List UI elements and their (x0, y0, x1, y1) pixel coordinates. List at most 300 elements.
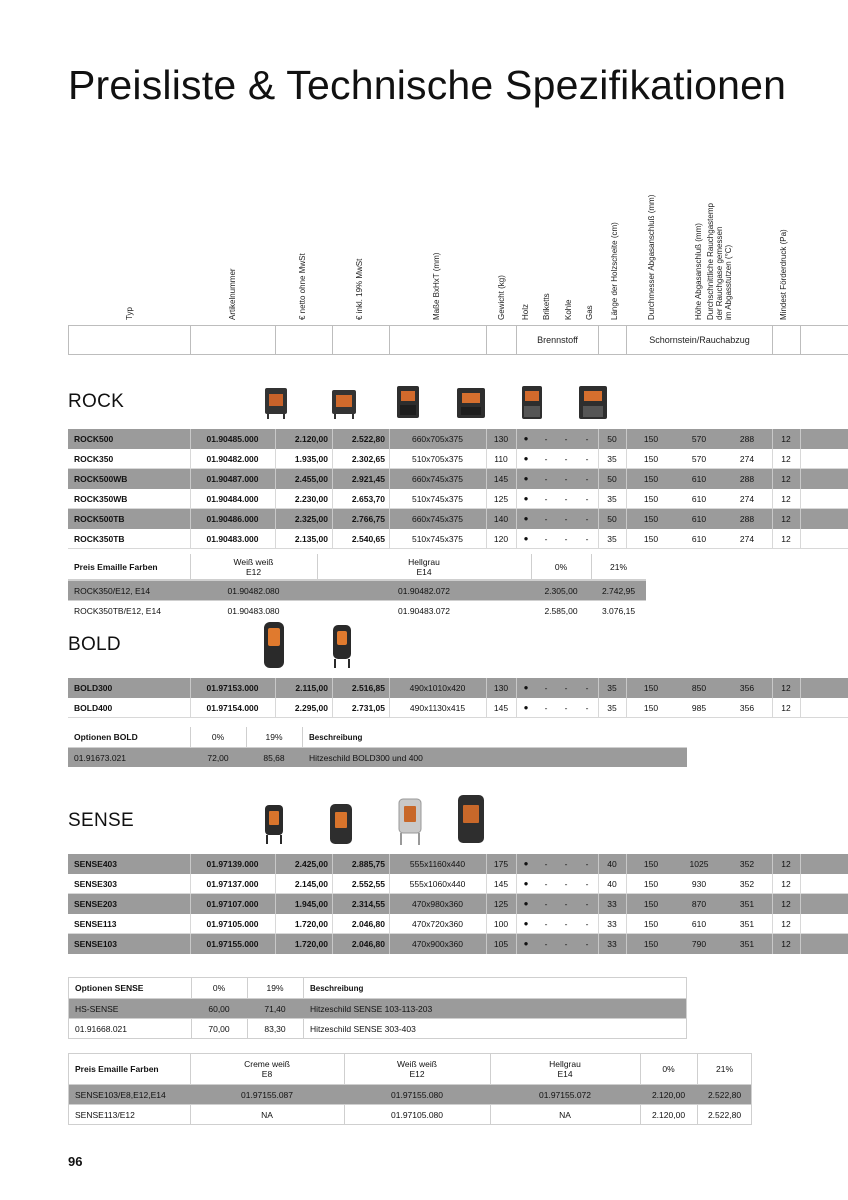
cell-holz: ● (523, 919, 529, 928)
cell-kg: 130 (493, 683, 509, 693)
optionen-price19: 71,40 (264, 1003, 286, 1014)
emaille-b: 01.90482.072 (398, 585, 450, 596)
cell-p: 12 (781, 879, 791, 889)
cell-art: 01.90487.000 (206, 474, 259, 484)
cell-l: 40 (607, 859, 617, 869)
cell-b: - (544, 494, 548, 504)
emaille-col1: Creme weiß (244, 1059, 290, 1069)
cell-d: 150 (643, 474, 659, 484)
cell-b: - (544, 879, 548, 889)
cell-inkl: 2.540,65 (351, 534, 385, 544)
cell-l: 33 (607, 899, 617, 909)
cell-holz: ● (523, 494, 529, 503)
cell-masse: 470x980x360 (411, 899, 464, 909)
optionen-price19: 83,30 (264, 1023, 286, 1034)
header-cell (598, 325, 626, 355)
cell-l: 35 (607, 494, 617, 504)
cell-h: 570 (691, 434, 707, 444)
cell-g: - (585, 879, 589, 889)
cell-kg: 120 (493, 534, 509, 544)
column-divider (800, 698, 801, 718)
cell-g: - (585, 859, 589, 869)
cell-g: - (585, 899, 589, 909)
header-cell (486, 325, 516, 355)
cell-holz: ● (523, 899, 529, 908)
cell-g: - (585, 703, 589, 713)
cell-typ: ROCK500WB (74, 474, 128, 484)
optionen-price19: 85,68 (263, 752, 285, 763)
cell-masse: 510x745x375 (411, 534, 464, 544)
emaille-col2b: E14 (416, 566, 432, 577)
cell-h: 1025 (689, 859, 709, 869)
cell-kg: 145 (493, 703, 509, 713)
cell-inkl: 2.731,05 (351, 703, 385, 713)
cell-masse: 470x720x360 (411, 919, 464, 929)
cell-typ: BOLD400 (74, 703, 113, 713)
section-title-sense: SENSE (68, 810, 134, 831)
emaille-a: 01.97155.087 (241, 1089, 293, 1100)
cell-netto: 2.325,00 (294, 514, 328, 524)
emaille-price0: 2.305,00 (544, 585, 578, 596)
cell-netto: 2.455,00 (294, 474, 328, 484)
rock-emaille-header (68, 554, 646, 580)
cell-l: 35 (607, 534, 617, 544)
emaille-col2b: E12 (409, 1069, 425, 1079)
cell-t: 356 (739, 703, 755, 713)
emaille-b: 01.97105.080 (391, 1109, 443, 1120)
cell-k: - (564, 859, 568, 869)
cell-l: 33 (607, 939, 617, 949)
cell-b: - (544, 683, 548, 693)
optionen-p0: 0% (211, 732, 225, 742)
emaille-price21: 2.522,80 (707, 1089, 742, 1100)
cell-d: 150 (643, 879, 659, 889)
cell-art: 01.97154.000 (206, 703, 259, 713)
cell-art: 01.97139.000 (206, 859, 259, 869)
emaille-col2: Weiß weiß (397, 1059, 437, 1069)
cell-masse: 470x900x360 (411, 939, 464, 949)
sense-optionen-header (69, 978, 686, 998)
optionen-beschreibung: Beschreibung (310, 983, 364, 993)
cell-inkl: 2.921,45 (351, 474, 385, 484)
cell-kg: 110 (494, 454, 508, 464)
cell-p: 12 (781, 939, 791, 949)
cell-k: - (564, 494, 568, 504)
cell-h: 610 (691, 494, 707, 504)
cell-art: 01.97137.000 (206, 879, 259, 889)
cell-masse: 555x1060x440 (409, 879, 466, 889)
cell-d: 150 (643, 434, 659, 444)
table-row (68, 698, 848, 718)
emaille-price0: 2.120,00 (651, 1089, 686, 1100)
cell-b: - (544, 434, 548, 444)
table-row (68, 934, 848, 954)
cell-h: 610 (691, 534, 707, 544)
cell-netto: 1.720,00 (294, 939, 328, 949)
cell-t: 288 (739, 514, 755, 524)
stove-image-rock350wb (456, 387, 486, 419)
cell-b: - (544, 899, 548, 909)
page-title: Preisliste & Technische Spezifikationen (68, 62, 787, 108)
column-divider (800, 894, 801, 914)
cell-p: 12 (781, 859, 791, 869)
cell-p: 12 (781, 514, 791, 524)
header-cell (275, 325, 332, 355)
stove-image-sense303 (328, 802, 354, 846)
cell-g: - (585, 919, 589, 929)
column-divider (800, 914, 801, 934)
column-divider (800, 529, 801, 549)
cell-d: 150 (643, 703, 659, 713)
header-cell (772, 325, 800, 355)
stove-image-sense403 (262, 803, 286, 845)
table-row (68, 854, 848, 874)
sense-emaille-header (69, 1054, 751, 1084)
cell-holz: ● (523, 434, 529, 443)
cell-l: 50 (607, 514, 617, 524)
optionen-head: Optionen SENSE (75, 983, 144, 993)
cell-d: 150 (643, 494, 659, 504)
stove-image-rock500 (262, 386, 290, 420)
cell-d: 150 (643, 514, 659, 524)
cell-d: 150 (643, 454, 659, 464)
optionen-p19: 19% (266, 983, 284, 993)
cell-inkl: 2.046,80 (351, 919, 385, 929)
cell-art: 01.97153.000 (206, 683, 259, 693)
stove-image-bold400 (330, 623, 354, 669)
cell-h: 850 (691, 683, 707, 693)
emaille-col3: Hellgrau (549, 1059, 581, 1069)
cell-h: 985 (691, 703, 707, 713)
cell-k: - (564, 939, 568, 949)
column-divider (800, 429, 801, 449)
cell-typ: ROCK500 (74, 434, 114, 444)
header-brennstoff: Brennstoff (516, 325, 598, 355)
stove-image-rock500wb (395, 385, 421, 419)
cell-kg: 175 (493, 859, 509, 869)
cell-d: 150 (643, 683, 659, 693)
header-cell (800, 325, 848, 355)
emaille-head: Preis Emaille Farben (74, 561, 158, 572)
cell-h: 790 (691, 939, 707, 949)
cell-d: 150 (643, 899, 659, 909)
cell-l: 50 (607, 474, 617, 484)
cell-holz: ● (523, 514, 529, 523)
cell-art: 01.97107.000 (206, 899, 259, 909)
cell-kg: 145 (493, 474, 509, 484)
cell-p: 12 (781, 703, 791, 713)
cell-typ: ROCK350TB (74, 534, 125, 544)
table-row (68, 529, 848, 549)
header-schornstein: Schornstein/Rauchabzug (626, 325, 772, 355)
cell-inkl: 2.552,55 (351, 879, 385, 889)
table-row (68, 509, 848, 529)
cell-p: 12 (781, 919, 791, 929)
cell-art: 01.90484.000 (206, 494, 259, 504)
cell-d: 150 (643, 534, 659, 544)
cell-p: 12 (781, 899, 791, 909)
cell-t: 288 (739, 434, 755, 444)
cell-masse: 490x1130x415 (409, 703, 466, 713)
cell-typ: ROCK350WB (74, 494, 128, 504)
cell-netto: 2.115,00 (295, 683, 328, 693)
header-cell (68, 325, 190, 355)
cell-k: - (564, 899, 568, 909)
emaille-typ: ROCK350TB/E12, E14 (74, 605, 161, 616)
emaille-p21: 21% (715, 1064, 733, 1074)
cell-kg: 125 (493, 494, 509, 504)
header-cell (389, 325, 486, 355)
emaille-c: NA (559, 1109, 571, 1120)
cell-holz: ● (523, 683, 529, 692)
cell-b: - (544, 939, 548, 949)
cell-g: - (585, 683, 589, 693)
cell-netto: 2.135,00 (294, 534, 328, 544)
emaille-a: 01.90483.080 (227, 605, 280, 616)
cell-masse: 490x1010x420 (409, 683, 466, 693)
optionen-art: HS-SENSE (75, 1003, 119, 1014)
optionen-beschreibung: Beschreibung (309, 732, 363, 742)
cell-t: 352 (739, 859, 755, 869)
optionen-price0: 72,00 (207, 752, 229, 763)
cell-b: - (544, 703, 548, 713)
cell-b: - (544, 454, 548, 464)
section-title-rock: ROCK (68, 391, 125, 412)
cell-inkl: 2.516,85 (351, 683, 385, 693)
cell-b: - (544, 474, 548, 484)
sense-emaille-table (68, 1053, 752, 1125)
cell-d: 150 (643, 939, 659, 949)
cell-typ: SENSE113 (74, 919, 117, 929)
cell-masse: 510x705x375 (411, 454, 464, 464)
emaille-price21: 2.522,80 (707, 1109, 742, 1120)
cell-k: - (564, 703, 568, 713)
rock-emaille-table (68, 554, 646, 620)
optionen-art: 01.91668.021 (75, 1023, 127, 1034)
cell-inkl: 2.885,75 (351, 859, 385, 869)
cell-k: - (564, 534, 568, 544)
cell-kg: 100 (493, 919, 509, 929)
column-divider (800, 854, 801, 874)
cell-netto: 1.935,00 (294, 454, 328, 464)
cell-b: - (544, 859, 548, 869)
cell-d: 150 (643, 859, 659, 869)
cell-t: 356 (739, 683, 755, 693)
cell-netto: 2.295,00 (294, 703, 328, 713)
cell-art: 01.97105.000 (206, 919, 259, 929)
cell-l: 33 (607, 919, 617, 929)
emaille-col2: Hellgrau (408, 556, 440, 567)
emaille-price21: 3.076,15 (601, 605, 636, 616)
header-cell (332, 325, 389, 355)
cell-typ: ROCK350 (74, 454, 114, 464)
table-row (69, 1018, 686, 1038)
stove-image-sense113 (456, 793, 486, 845)
emaille-col1: Weiß weiß (233, 556, 274, 567)
table-row (68, 874, 848, 894)
emaille-p21: 21% (609, 561, 627, 572)
sense-optionen-table (68, 977, 687, 1039)
cell-typ: SENSE303 (74, 879, 117, 889)
cell-p: 12 (781, 534, 791, 544)
cell-t: 274 (739, 534, 755, 544)
optionen-p19: 19% (265, 732, 283, 742)
cell-h: 610 (691, 474, 707, 484)
cell-h: 610 (691, 919, 707, 929)
stove-image-bold300 (262, 620, 286, 670)
cell-holz: ● (523, 454, 529, 463)
cell-g: - (585, 534, 589, 544)
cell-netto: 2.425,00 (294, 859, 328, 869)
cell-p: 12 (781, 434, 791, 444)
cell-t: 274 (739, 454, 755, 464)
column-divider (800, 509, 801, 529)
optionen-p0: 0% (212, 983, 226, 993)
cell-g: - (585, 474, 589, 484)
table-row (68, 894, 848, 914)
cell-typ: SENSE103 (74, 939, 117, 949)
cell-netto: 2.120,00 (294, 434, 328, 444)
table-row (68, 429, 848, 449)
cell-d: 150 (643, 919, 659, 929)
optionen-art: 01.91673.021 (74, 752, 126, 763)
stove-image-rock500tb (520, 385, 544, 421)
stove-image-rock350 (330, 388, 358, 420)
table-row (68, 449, 848, 469)
cell-kg: 105 (493, 939, 509, 949)
cell-g: - (585, 494, 589, 504)
emaille-head: Preis Emaille Farben (75, 1064, 159, 1074)
cell-inkl: 2.653,70 (351, 494, 385, 504)
cell-t: 351 (739, 939, 755, 949)
cell-inkl: 2.314,55 (351, 899, 385, 909)
cell-h: 570 (691, 454, 707, 464)
optionen-desc: Hitzeschild SENSE 103-113-203 (310, 1003, 433, 1014)
bold-optionen-table (68, 727, 687, 767)
cell-masse: 660x745x375 (411, 514, 464, 524)
cell-masse: 555x1160x440 (409, 859, 466, 869)
cell-masse: 510x745x375 (411, 494, 464, 504)
cell-masse: 660x705x375 (411, 434, 464, 444)
table-row (68, 489, 848, 509)
cell-kg: 130 (493, 434, 509, 444)
column-divider (800, 874, 801, 894)
table-row (68, 580, 646, 600)
cell-p: 12 (781, 494, 791, 504)
cell-masse: 660x745x375 (411, 474, 464, 484)
cell-b: - (544, 919, 548, 929)
column-divider (800, 678, 801, 698)
cell-inkl: 2.046,80 (351, 939, 385, 949)
cell-h: 870 (691, 899, 707, 909)
cell-holz: ● (523, 939, 529, 948)
cell-typ: SENSE403 (74, 859, 117, 869)
cell-b: - (544, 514, 548, 524)
table-row (69, 1084, 751, 1104)
table-row (68, 600, 646, 620)
column-divider (800, 469, 801, 489)
optionen-price0: 70,00 (208, 1023, 230, 1034)
section-title-bold: BOLD (68, 634, 121, 655)
emaille-c: 01.97155.072 (539, 1089, 591, 1100)
optionen-desc: Hitzeschild BOLD300 und 400 (309, 752, 423, 763)
emaille-p0: 0% (554, 561, 568, 572)
optionen-head: Optionen BOLD (74, 732, 138, 742)
cell-k: - (564, 474, 568, 484)
optionen-desc: Hitzeschild SENSE 303-403 (310, 1023, 416, 1034)
cell-inkl: 2.522,80 (351, 434, 385, 444)
table-row (69, 998, 686, 1018)
cell-p: 12 (781, 454, 791, 464)
bold-optionen-header (68, 727, 687, 747)
emaille-typ: ROCK350/E12, E14 (74, 585, 151, 596)
cell-art: 01.90486.000 (206, 514, 259, 524)
emaille-a: NA (261, 1109, 273, 1120)
cell-t: 352 (739, 879, 755, 889)
cell-l: 40 (607, 879, 617, 889)
table-row (68, 469, 848, 489)
stove-image-rock350tb (578, 385, 608, 421)
emaille-typ: SENSE103/E8,E12,E14 (75, 1089, 166, 1100)
cell-t: 274 (739, 494, 755, 504)
header-cell (190, 325, 275, 355)
cell-netto: 2.230,00 (294, 494, 328, 504)
emaille-typ: SENSE113/E12 (75, 1109, 135, 1120)
cell-t: 288 (739, 474, 755, 484)
emaille-col1b: E8 (261, 1069, 273, 1079)
emaille-a: 01.90482.080 (227, 585, 280, 596)
cell-holz: ● (523, 859, 529, 868)
cell-h: 610 (691, 514, 707, 524)
emaille-price21: 2.742,95 (601, 585, 636, 596)
cell-b: - (544, 534, 548, 544)
cell-netto: 1.945,00 (294, 899, 328, 909)
cell-k: - (564, 434, 568, 444)
cell-t: 351 (739, 919, 755, 929)
cell-k: - (564, 879, 568, 889)
cell-p: 12 (781, 474, 791, 484)
cell-holz: ● (523, 703, 529, 712)
cell-typ: SENSE203 (74, 899, 117, 909)
cell-k: - (564, 683, 568, 693)
cell-holz: ● (523, 534, 529, 543)
cell-netto: 2.145,00 (294, 879, 328, 889)
emaille-col3b: E14 (557, 1069, 573, 1079)
cell-l: 35 (607, 683, 617, 693)
cell-kg: 145 (493, 879, 509, 889)
cell-art: 01.90483.000 (206, 534, 259, 544)
cell-netto: 1.720,00 (294, 919, 328, 929)
optionen-price0: 60,00 (208, 1003, 230, 1014)
cell-g: - (585, 939, 589, 949)
column-divider (800, 934, 801, 954)
cell-art: 01.90485.000 (206, 434, 259, 444)
cell-p: 12 (781, 683, 791, 693)
column-divider (800, 489, 801, 509)
cell-g: - (585, 514, 589, 524)
cell-art: 01.97155.000 (206, 939, 259, 949)
cell-g: - (585, 454, 589, 464)
cell-l: 50 (607, 434, 617, 444)
cell-inkl: 2.302,65 (351, 454, 385, 464)
emaille-col1b: E12 (245, 566, 262, 577)
cell-holz: ● (523, 879, 529, 888)
cell-k: - (564, 454, 568, 464)
cell-l: 35 (607, 703, 617, 713)
cell-kg: 125 (493, 899, 509, 909)
emaille-price0: 2.120,00 (651, 1109, 686, 1120)
cell-holz: ● (523, 474, 529, 483)
